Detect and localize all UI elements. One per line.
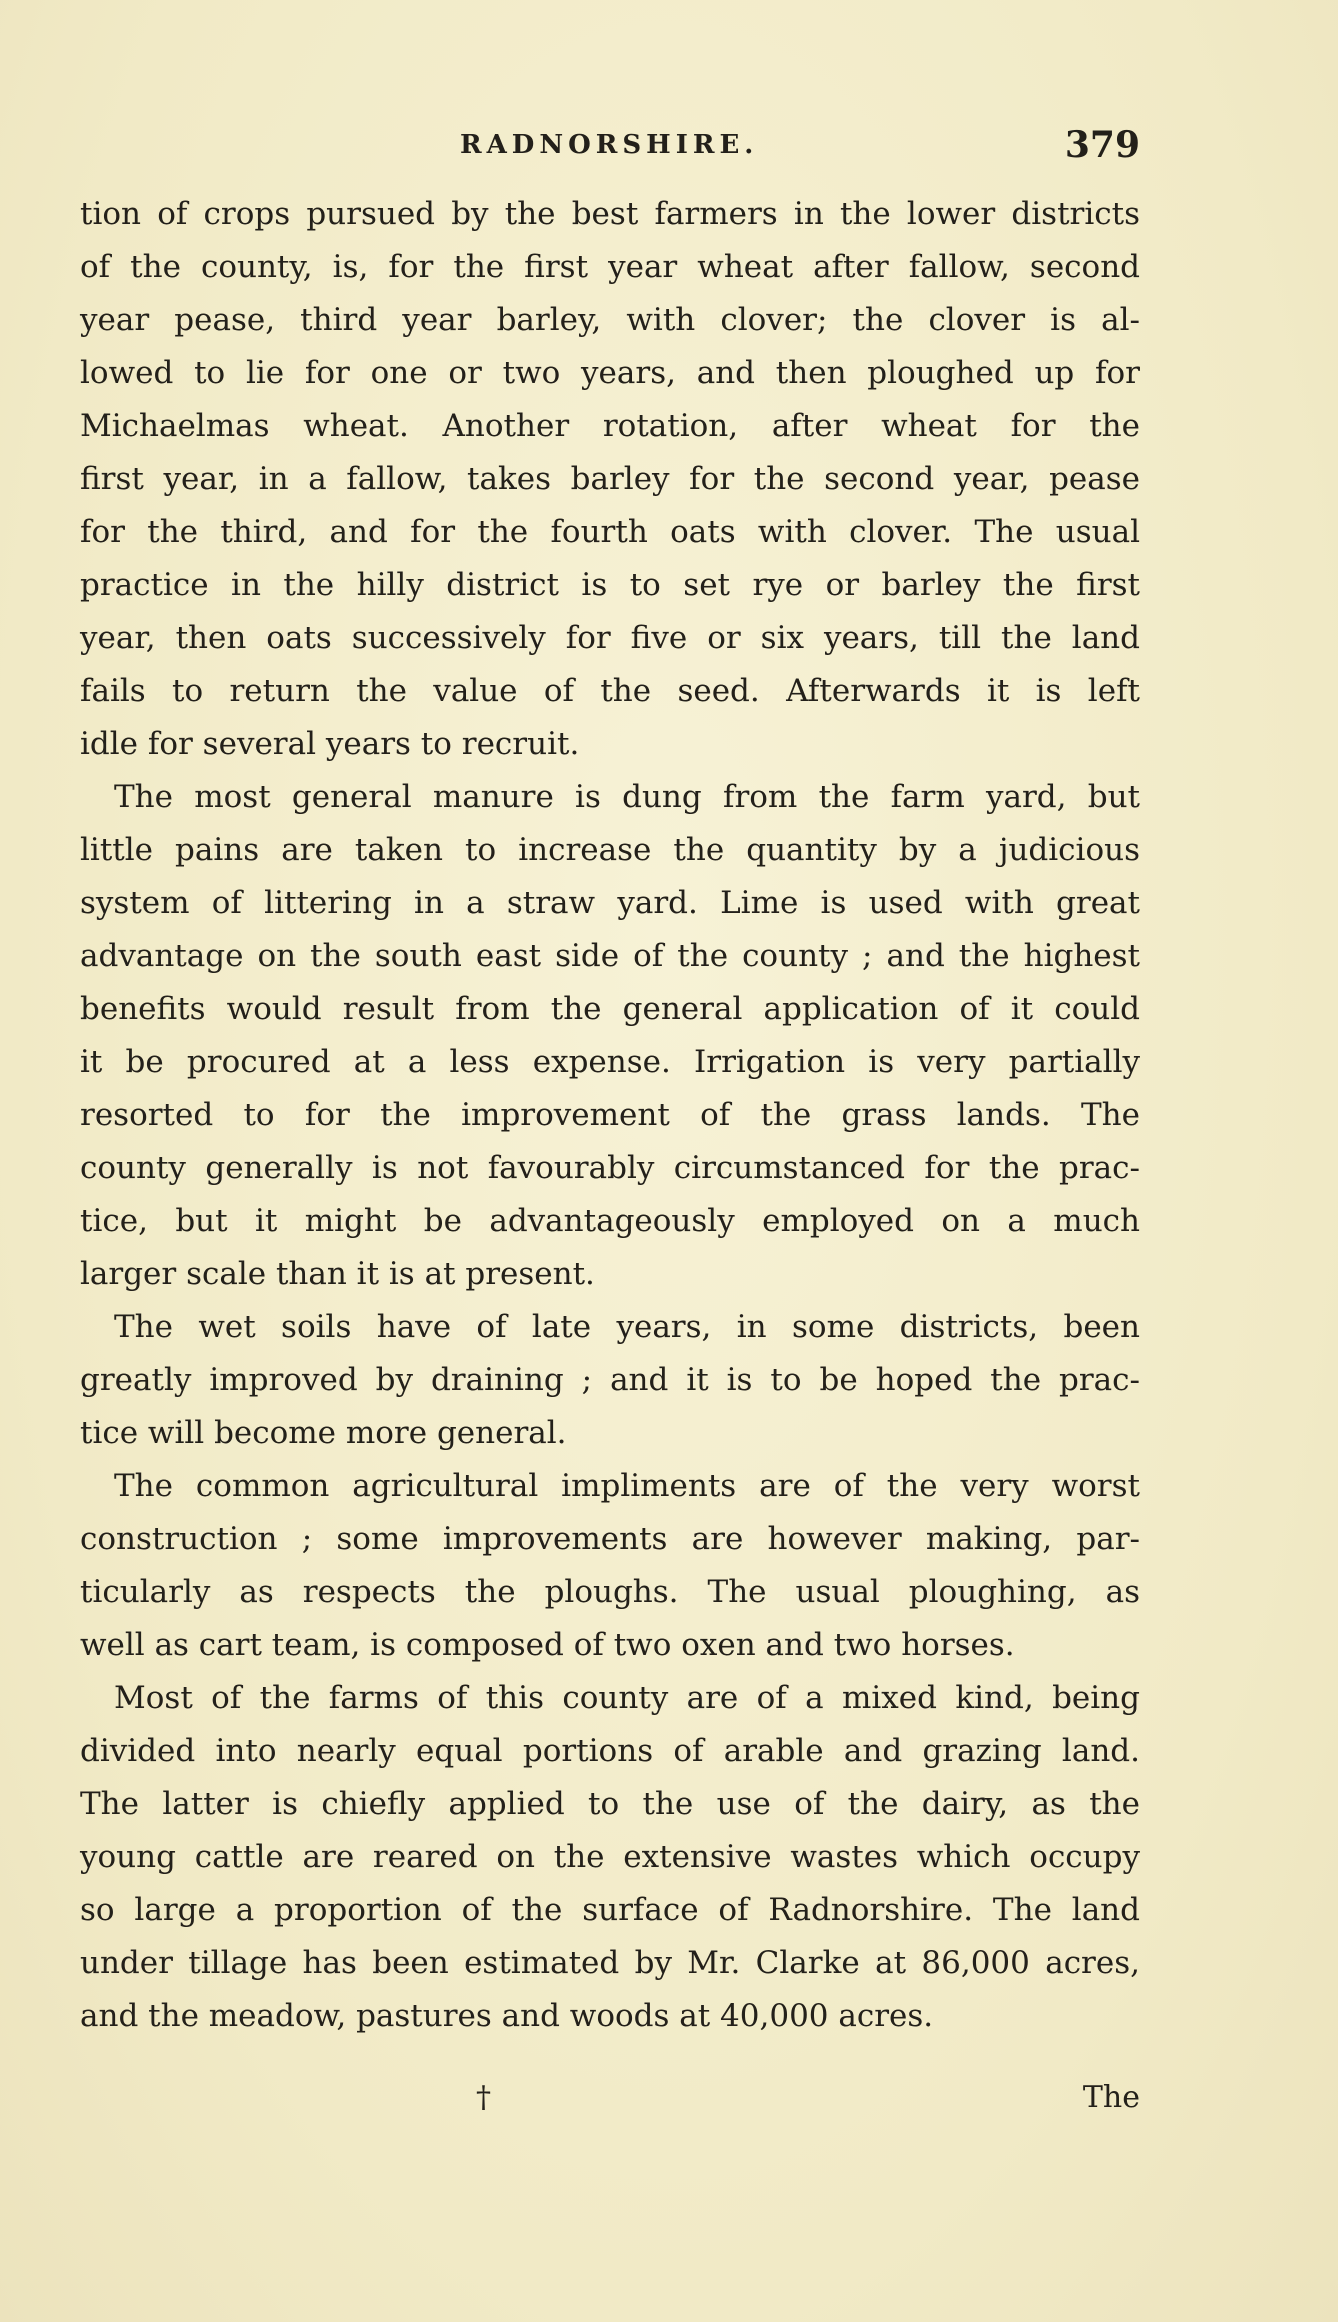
text-line: lowed to lie for one or two years, and then ploughed up for — [80, 355, 1140, 391]
text-line: well as cart team, is composed of two oxen and two horses. — [80, 1627, 1015, 1663]
text-line: it be procured at a less expense. Irrigation is very partially — [80, 1044, 1140, 1080]
text-line: fails to return the value of the seed. Afterwards it is left — [80, 673, 1140, 709]
paragraph-start-line: The common agricultural impliments are of the very worst — [114, 1468, 1140, 1504]
paragraph-start-line: Most of the farms of this county are of a mixed kind, being — [114, 1680, 1140, 1716]
text-line: little pains are taken to increase the quantity by a judicious — [80, 832, 1140, 868]
page-header — [80, 124, 1140, 172]
body-text — [80, 188, 1140, 2043]
text-line: divided into nearly equal portions of arable and grazing land. — [80, 1733, 1140, 1769]
text-line: larger scale than it is at present. — [80, 1256, 595, 1292]
text-line: first year, in a fallow, takes barley for the second year, pease — [80, 461, 1140, 497]
text-line: and the meadow, pastures and woods at 40,000 acres. — [80, 1998, 934, 2034]
text-line: system of littering in a straw yard. Lime is used with great — [80, 885, 1140, 921]
running-title: RADNORSHIRE. — [460, 130, 759, 160]
text-line: tice, but it might be advantageously employed on a much — [80, 1203, 1140, 1239]
text-line: construction ; some improvements are however making, par- — [80, 1521, 1140, 1557]
page-footer — [80, 2080, 1140, 2130]
text-line: year, then oats successively for five or six years, till the land — [80, 620, 1140, 656]
text-line: advantage on the south east side of the county ; and the highest — [80, 938, 1140, 974]
text-line: idle for several years to recruit. — [80, 726, 580, 762]
text-line: for the third, and for the fourth oats with clover. The usual — [80, 514, 1140, 550]
text-line: The latter is chiefly applied to the use of the dairy, as the — [80, 1786, 1140, 1822]
text-line: young cattle are reared on the extensive wastes which occupy — [80, 1839, 1140, 1875]
paragraph-start-line: The most general manure is dung from the farm yard, but — [114, 779, 1140, 815]
page-number: 379 — [1064, 124, 1140, 166]
text-line: tice will become more general. — [80, 1415, 567, 1451]
catchword: The — [1082, 2080, 1140, 2115]
text-line: of the county, is, for the first year wheat after fallow, second — [80, 249, 1140, 285]
text-line: greatly improved by draining ; and it is to be hoped the prac- — [80, 1362, 1140, 1398]
text-line: benefits would result from the general application of it could — [80, 991, 1140, 1027]
text-line: county generally is not favourably circumstanced for the prac- — [80, 1150, 1140, 1186]
text-line: ticularly as respects the ploughs. The usual ploughing, as — [80, 1574, 1140, 1610]
text-line: Michaelmas wheat. Another rotation, after wheat for the — [80, 408, 1140, 444]
text-line: resorted to for the improvement of the grass lands. The — [80, 1097, 1140, 1133]
paragraph-start-line: The wet soils have of late years, in some districts, been — [114, 1309, 1140, 1345]
signature-mark: † — [476, 2080, 491, 2115]
text-line: tion of crops pursued by the best farmers in the lower districts — [80, 196, 1140, 232]
text-line: year pease, third year barley, with clover; the clover is al- — [80, 302, 1140, 338]
text-line: under tillage has been estimated by Mr. Clarke at 86,000 acres, — [80, 1945, 1140, 1981]
text-line: practice in the hilly district is to set rye or barley the first — [80, 567, 1140, 603]
text-line: so large a proportion of the surface of Radnorshire. The land — [80, 1892, 1140, 1928]
